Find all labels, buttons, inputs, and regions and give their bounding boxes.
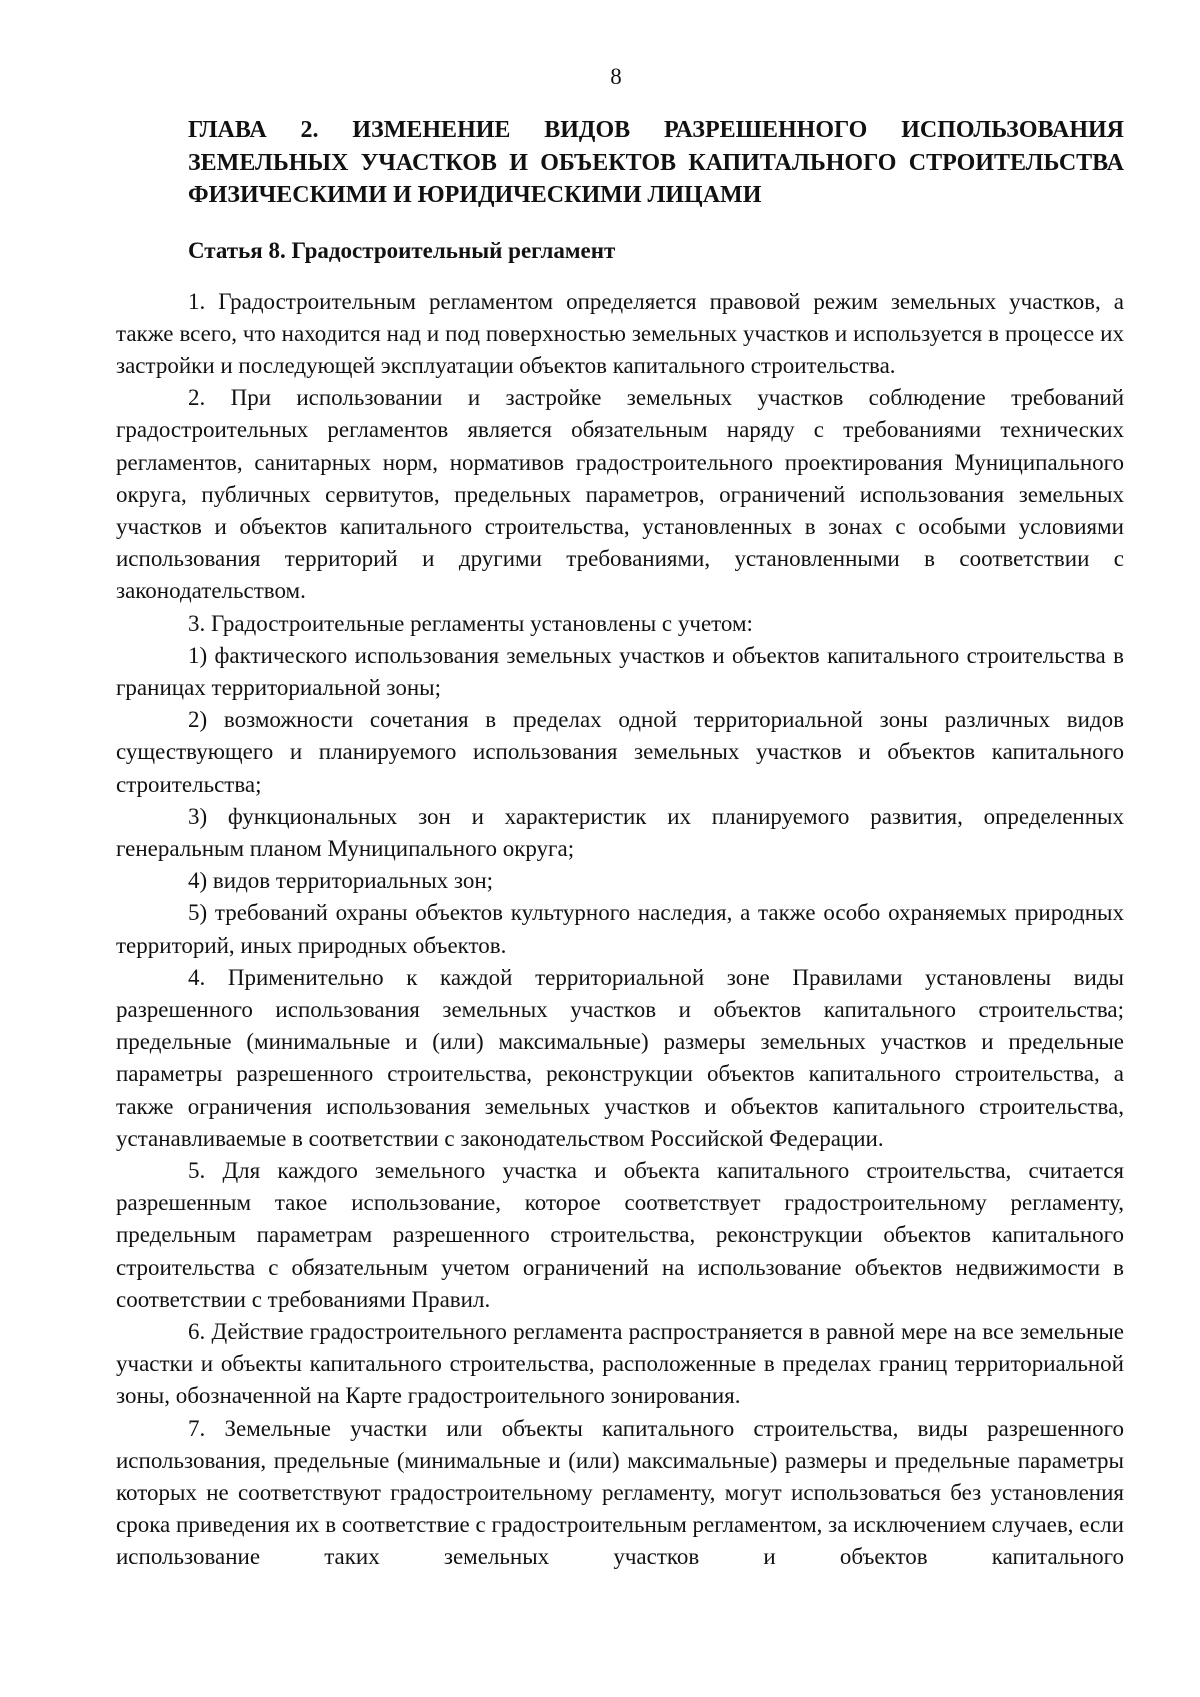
paragraph-2: 2. При использовании и застройке земельных участков соблюдение требований градостроительных регламентов является обязательным наряду с требованиями технических регламентов, санитарных норм, нормативов градостроительного проектирования Муниципального округа, публичных сервитутов, предельных параметров, ограничений использования земельных участков и объектов капитального строительства, установленных в зонах с особыми условиями использования территорий и другими требованиями, установленными в соответствии с законодательством. <box>116 385 1124 604</box>
article-title: Статья 8. Градостроительный регламент <box>188 237 616 263</box>
paragraph-6: 6. Действие градостроительного регламента распространяется в равной мере на все земельные участки и объекты капитального строительства, расположенные в пределах границ территориальной зоны, обозначенной на Карте градостроительного зонирования. <box>116 1319 1124 1409</box>
paragraph-3: 3. Градостроительные регламенты установлены с учетом: <box>188 610 753 636</box>
list-item-3: 3) функциональных зон и характеристик их планируемого развития, определенных генеральным планом Муниципального округа; <box>116 803 1124 861</box>
paragraph-7: 7. Земельные участки или объекты капитального строительства, виды разрешенного использования, предельные (минимальные и (или) максимальные) размеры и предельные параметры которых не соответствуют градостроительному регламенту, могут использоваться без установления срока приведения их в соответствие с градостроительным регламентом, за исключением случаев, если использование таких земельных участков и объектов капитального <box>116 1415 1124 1570</box>
list-item-5: 5) требований охраны объектов культурного наследия, а также особо охраняемых природных территорий, иных природных объектов. <box>116 900 1124 958</box>
list-item-4: 4) видов территориальных зон; <box>188 868 494 894</box>
paragraph-1: 1. Градостроительным регламентом определяется правовой режим земельных участков, а также всего, что находится над и под поверхностью земельных участков и используется в процессе их застройки и последующей эксплуатации объектов капитального строительства. <box>116 288 1124 378</box>
list-item-2: 2) возможности сочетания в пределах одной территориальной зоны различных видов существующего и планируемого использования земельных участков и объектов капитального строительства; <box>116 707 1124 797</box>
chapter-title: ГЛАВА 2. ИЗМЕНЕНИЕ ВИДОВ РАЗРЕШЕННОГО ИСПОЛЬЗОВАНИЯ ЗЕМЕЛЬНЫХ УЧАСТКОВ И ОБЪЕКТОВ КАПИТАЛЬНОГО СТРОИТЕЛЬСТВА ФИЗИЧЕСКИМИ И ЮРИДИЧЕСКИМИ ЛИЦАМИ <box>188 117 1124 208</box>
paragraph-4: 4. Применительно к каждой территориальной зоне Правилами установлены виды разрешенного использования земельных участков и объектов капитального строительства; предельные (минимальные и (или) максимальные) размеры земельных участков и предельные параметры разрешенного строительства, реконструкции объектов капитального строительства, а также ограничения использования земельных участков и объектов капитального строительства, устанавливаемые в соответствии с законодательством Российской Федерации. <box>116 964 1124 1151</box>
page-number: 8 <box>610 64 622 89</box>
article-text <box>116 286 1124 1574</box>
paragraph-5: 5. Для каждого земельного участка и объекта капитального строительства, считается разрешенным такое использование, которое соответствует градостроительному регламенту, предельным параметрам разрешенного строительства, реконструкции объектов капитального строительства с обязательным учетом ограничений на использование объектов недвижимости в соответствии с требованиями Правил. <box>116 1157 1124 1312</box>
list-item-1: 1) фактического использования земельных участков и объектов капитального строительства в границах территориальной зоны; <box>116 642 1124 700</box>
document-body <box>116 114 1124 1574</box>
